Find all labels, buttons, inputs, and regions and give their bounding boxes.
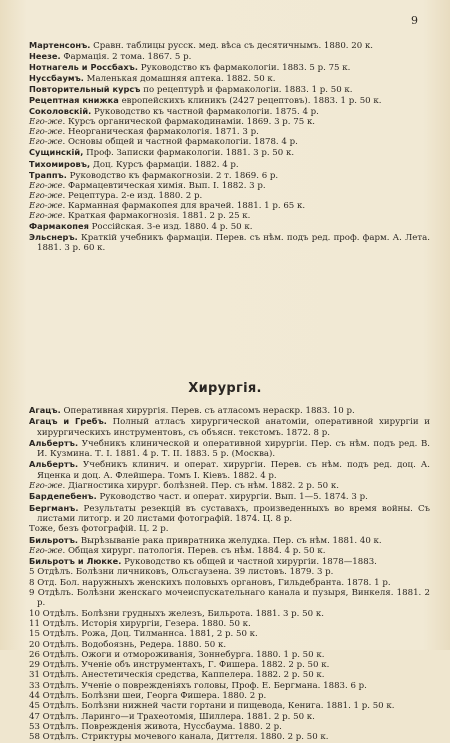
catalog-entry (29, 127, 430, 137)
entry-author: Фармакопея (29, 220, 89, 231)
entry-author: Агацъ и Гребъ. (29, 416, 107, 427)
catalog-entry (29, 691, 430, 701)
entry-text: 58 Отдѣлъ. Стриктуры мочевого канала, Диттеля. 1880. 2 р. 50 к. (29, 732, 329, 743)
entry-text: европейскихъ клиникъ (2427 рецептовъ). 1883. 1 р. 50 к. (118, 96, 382, 107)
entry-author: Траппъ. (29, 169, 67, 180)
entry-text: 20 Отдѣлъ. Водобоязнь, Редера. 1880. 50 к. (29, 639, 227, 650)
entry-author: Его-же. (29, 127, 66, 138)
entry-text: 9 Отдѣлъ. Болѣзни женскаго мочеиспускательнаго канала и пузыря, Винкеля. 1881. 2 р. (29, 588, 430, 609)
catalog-entry (29, 681, 430, 691)
catalog-entry (29, 62, 430, 73)
entry-author: Бильротъ и Люкке. (29, 556, 122, 567)
catalog-entry (29, 181, 430, 191)
catalog-entry (29, 556, 430, 567)
entry-text: 26 Отдѣлъ. Ожоги и отмороживанія, Зоннебурга. 1880. 1 р. 50 к. (29, 649, 325, 660)
entry-text: Руководство къ частной фармакологіи. 1875. 4 р. (91, 107, 319, 118)
catalog-entry (29, 201, 430, 211)
entry-author: Мартенсонъ. (29, 40, 91, 50)
catalog-entry (29, 84, 430, 95)
catalog-entry (29, 117, 430, 127)
entry-author: Его-же. (29, 180, 66, 191)
catalog-entry (29, 491, 430, 502)
entry-author: Тихомировъ, (29, 158, 91, 169)
entry-text: Карманная фармакопея для врачей. 1881. 1 р. 65 к. (65, 200, 306, 211)
entry-text: Общая хирург. патологія. Перев. съ нѣм. 1884. 4 р. 50 к. (65, 545, 326, 556)
entry-text: Доц. Курсъ фармаціи. 1882. 4 р. (90, 159, 239, 170)
catalog-entry (29, 232, 430, 253)
entry-text: Проф. Записки фармакологіи. 1881. 3 р. 50 к. (83, 148, 295, 159)
entry-text: 45 Отдѣлъ. Болѣзни нижней части гортани и пищевода, Кенига. 1881. 1 р. 50 к. (29, 701, 395, 712)
entry-text: Вырѣзываніе рака привратника желудка. Пер. съ нѣм. 1881. 40 к. (78, 535, 382, 546)
entry-text: Тоже, безъ фотографій. Ц. 2 р. (29, 524, 169, 535)
catalog-entry (29, 609, 430, 619)
entry-text: Учебникъ клинической и оперативной хирургіи. Пер. съ нѣм. подъ ред. В. И. Кузмина. Т. I. 1881. 4 р. Т. II. 1883. 5 р. (Москва). (37, 438, 430, 460)
catalog-entry (29, 503, 430, 525)
entry-author: Бардепебенъ. (29, 491, 97, 502)
catalog-entry (29, 459, 430, 481)
catalog-entry (29, 170, 430, 181)
catalog-entry (29, 567, 430, 577)
catalog-entry (29, 588, 430, 609)
catalog-entry (29, 546, 430, 556)
catalog-entry (29, 159, 430, 170)
entry-text: Неорганическая фармакологія. 1871. 3 р. (65, 127, 259, 138)
entry-author: Его-же. (29, 190, 66, 201)
entry-author: Повторительный курсъ (29, 84, 141, 95)
entry-text: 44 Отдѣлъ. Болѣзни шеи, Георга Фишера. 1880. 2 р. (29, 691, 267, 702)
entry-author: Нотнагель и Россбахъ. (29, 62, 139, 73)
entry-author: Альбертъ. (29, 437, 79, 448)
catalog-entry (29, 73, 430, 84)
entry-text: Руководство къ фармакогнозіи. 2 т. 1869. 6 р. (66, 170, 279, 181)
section-heading-surgery: Хирургія. (188, 381, 262, 396)
catalog-entry (29, 481, 430, 491)
page-number: 9 (411, 14, 418, 27)
entry-text: Фармація. 2 тома. 1867. 5 р. (60, 52, 192, 63)
catalog-entry (29, 535, 430, 546)
entry-author: Соколовскій. (29, 106, 92, 117)
entry-author: Бергманъ. (29, 502, 79, 513)
entry-author: Его-же. (29, 210, 66, 221)
catalog-entry (29, 650, 430, 660)
entry-author: Сущинскій, (29, 147, 84, 158)
catalog-entry (29, 191, 430, 201)
entry-text: Результаты резекцій въ суставахъ, произведенныхъ во время войны. Съ листами литогр. и 20 листами фотографій. 1874. Ц. 8 р. (37, 503, 430, 524)
entry-text: 8 Отд. Бол. наружныхъ женскихъ половыхъ органовъ, Гильдебранта. 1878. 1 р. (29, 577, 391, 588)
entry-author: Его-же. (29, 481, 66, 492)
entry-text: Краткая фармакогнозія. 1881. 2 р. 25 к. (65, 210, 251, 221)
entry-text: Сравн. таблицы русск. мед. вѣса съ десятичнымъ. 1880. 20 к. (90, 41, 374, 51)
entry-text: 5 Отдѣлъ. Болѣзни личниковъ, Ольсгаузена. 39 листовъ. 1879. 3 р. (29, 567, 334, 578)
entry-text: Учебникъ клинич. и операт. хирургіи. Перев. съ нѣм. подъ ред. доц. А. Яценка и доц. А. Флейшера. Томъ I. Кіевъ. 1882. 4 р. (37, 460, 430, 481)
catalog-entry (29, 712, 430, 722)
entry-author: Неезе. (29, 51, 61, 62)
entry-text: Руководство част. и операт. хирургіи. Вып. 1—5. 1874. 3 р. (96, 492, 368, 503)
entry-text: Полный атласъ хирургической анатоміи, оперативной хирургіи и хирургическихъ инструментовъ, съ объясн. текстомъ. 1872. 8 р. (37, 417, 431, 438)
catalog-entry (29, 40, 430, 51)
entry-text: 29 Отдѣлъ. Ученіе объ инструментахъ, Г. Фишера. 1882. 2 р. 50 к. (29, 660, 330, 671)
entry-author: Его-же. (29, 117, 66, 128)
entry-text: Рецептура. 2-е изд. 1880. 2 р. (65, 190, 203, 201)
entry-text: 47 Отдѣлъ. Ларинго—и Трахеотомія, Шиллера. 1881. 2 р. 50 к. (29, 711, 315, 722)
catalog-entry (29, 670, 430, 680)
surgery-list (29, 405, 430, 743)
entry-text: 31 Отдѣлъ. Анестетическія средства, Каппелера. 1882. 2 р. 50 к. (29, 670, 325, 681)
entry-author: Его-же. (29, 137, 66, 148)
pharmacology-list (29, 40, 430, 253)
entry-text: 10 Отдѣлъ. Болѣзни грудныхъ железъ, Бильрота. 1881. 3 р. 50 к. (29, 608, 324, 619)
entry-text: Россійская. 3-е изд. 1880. 4 р. 50 к. (88, 221, 253, 232)
entry-author: Рецептная книжка (29, 95, 119, 106)
entry-author: Его-же. (29, 545, 66, 556)
entry-text: 15 Отдѣлъ. Рожа, Доц. Тилманнса. 1881, 2 р. 50 к. (29, 629, 258, 640)
entry-text: Основы общей и частной фармакологіи. 1878. 4 р. (65, 137, 298, 148)
catalog-entry (29, 619, 430, 629)
catalog-entry (29, 106, 430, 117)
entry-author: Агацъ. (29, 405, 61, 415)
catalog-entry (29, 732, 430, 742)
entry-text: Фармацевтическая химія. Вып. I. 1882. 3 р. (65, 180, 266, 191)
entry-text: Курсъ органической фармакодинаміи. 1869. 3 р. 75 к. (65, 117, 316, 128)
catalog-entry (29, 51, 430, 62)
entry-author: Эльснеръ. (29, 231, 78, 242)
entry-text: 53 Отдѣлъ. Поврежденія живота, Нуссбаума. 1880. 2 р. (29, 721, 282, 732)
catalog-entry (29, 722, 430, 732)
catalog-entry (29, 95, 430, 106)
entry-text: Руководство къ общей и частной хирургіи. 1878—1883. (121, 557, 377, 568)
catalog-entry (29, 221, 430, 232)
entry-text: по рецептурѣ и фармакологіи. 1883. 1 р. 50 к. (140, 85, 353, 96)
entry-author: Нуссбаумъ. (29, 73, 84, 84)
catalog-entry (29, 438, 430, 460)
entry-text: Руководство къ фармакологіи. 1883. 5 р. 75 к. (138, 63, 351, 74)
entry-author: Альбертъ. (29, 459, 79, 470)
entry-author: Его-же. (29, 200, 66, 211)
entry-author: Бильротъ. (29, 534, 79, 545)
catalog-entry (29, 629, 430, 639)
entry-text: Оперативная хирургія. Перев. съ атласомъ нераскр. 1883. 10 р. (60, 406, 355, 416)
catalog-entry (29, 137, 430, 147)
entry-text: Діагностика хирург. болѣзней. Пер. съ нѣм. 1882. 2 р. 50 к. (65, 481, 339, 492)
catalog-entry (29, 416, 430, 438)
entry-text: Маленькая домашняя аптека. 1882. 50 к. (83, 74, 276, 85)
catalog-entry (29, 660, 430, 670)
entry-text: 11 Отдѣлъ. Исторія хирургіи, Гезера. 1880. 50 к. (29, 618, 251, 629)
entry-text: 33 Отдѣлъ. Ученіе о поврежденіяхъ головы, Проф. Е. Бергмана. 1883. 6 р. (29, 680, 367, 691)
catalog-entry (29, 640, 430, 650)
catalog-entry (29, 147, 430, 158)
catalog-entry (29, 405, 430, 416)
catalog-entry (29, 211, 430, 221)
catalog-entry (29, 578, 430, 588)
catalog-entry (29, 524, 430, 534)
entry-text: Краткій учебникъ фармаціи. Перев. съ нѣм. подъ ред. проф. фарм. А. Лета. 1881. 3 р. 60 к. (37, 232, 430, 253)
catalog-entry (29, 701, 430, 711)
